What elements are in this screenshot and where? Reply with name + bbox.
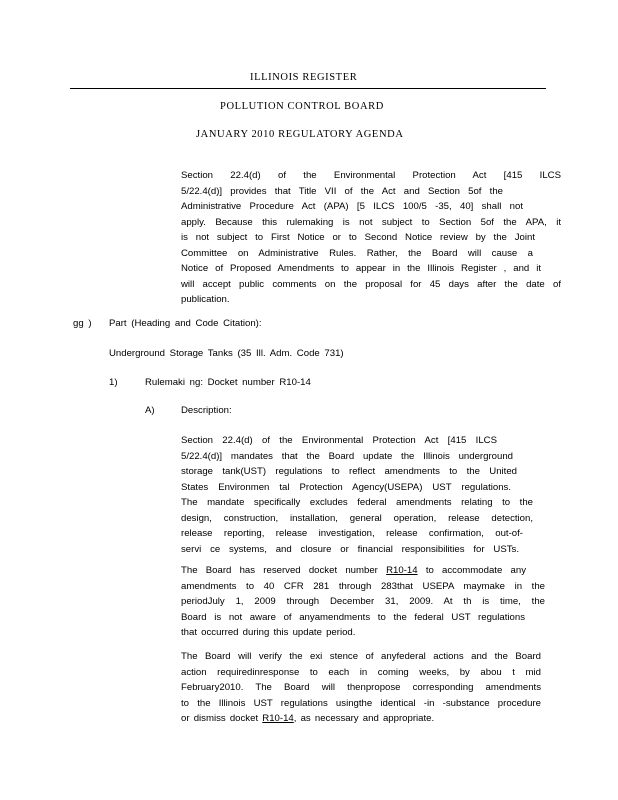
docket-number: R10-14 [386, 565, 418, 576]
rulemaking-number: 1) [109, 377, 118, 388]
part-heading-value: Underground Storage Tanks (35 Ill. Adm. Code 731) [109, 348, 344, 359]
item-marker: gg ) [73, 318, 92, 329]
desc-line: storage tank(UST) regulations to reflect amendments to the United [181, 466, 517, 477]
desc-text: or dismiss docket [181, 713, 259, 724]
desc-line: The mandate specifically excludes federal amendments relating to the [181, 497, 533, 508]
desc-text: , as necessary and appropriate. [293, 713, 435, 724]
description-letter: A) [145, 405, 155, 416]
desc-line: release reporting, release investigation, release confirmation, out-of- [181, 528, 523, 539]
intro-line: apply. Because this rulemaking is not subject to Section 5of the APA, it [181, 216, 561, 228]
desc-line: servi ce systems, and closure or financial responsibilities for USTs. [181, 543, 519, 555]
desc-line: that occurred during this update period. [181, 627, 356, 638]
desc-line: Board is not aware of anyamendments to the federal UST regulations [181, 611, 525, 623]
desc-line: amendments to 40 CFR 281 through 283that USEPA maymake in the [181, 580, 545, 592]
desc-line: February2010. The Board will thenpropose corresponding amendments [181, 682, 541, 693]
description-paragraph-3 [181, 649, 541, 727]
intro-line: Committee on Administrative Rules. Rather, the Board will cause a [181, 247, 533, 259]
intro-line: 5/22.4(d)] provides that Title VII of the Act and Section 5of the [181, 185, 503, 197]
header-board: POLLUTION CONTROL BOARD [220, 101, 384, 112]
desc-line: States Environmen tal Protection Agency(USEPA) UST regulations. [181, 481, 511, 493]
description-paragraph-1 [181, 433, 533, 557]
description-paragraph-2 [181, 563, 545, 641]
intro-paragraph [181, 168, 561, 308]
desc-line: action requiredinresponse to each in coming weeks, by abou t mid [181, 666, 541, 678]
desc-line: Section 22.4(d) of the Environmental Protection Act [415 ILCS [181, 435, 497, 446]
desc-line: The Board will verify the exi stence of anyfederal actions and the Board [181, 651, 541, 662]
intro-line: Notice of Proposed Amendments to appear in the Illinois Register , and it [181, 263, 541, 274]
desc-text: to accommodate any [425, 565, 526, 576]
intro-line: publication. [181, 294, 230, 305]
intro-line: Administrative Procedure Act (APA) [5 ILCS 100/5 -35, 40] shall not [181, 201, 523, 212]
desc-line: to the Illinois UST regulations usingthe identical -in -substance procedure [181, 697, 541, 709]
header-agenda: JANUARY 2010 REGULATORY AGENDA [196, 129, 404, 140]
header-rule [70, 88, 546, 89]
desc-line [181, 711, 541, 727]
description-label: Description: [181, 405, 232, 416]
docket-number: R10-14 [262, 713, 294, 724]
intro-line: will accept public comments on the proposal for 45 days after the date of [181, 278, 561, 290]
desc-line: periodJuly 1, 2009 through December 31, 2009. At th is time, the [181, 596, 545, 607]
desc-line: 5/22.4(d)] mandates that the Board update the Illinois underground [181, 450, 513, 462]
part-heading-label: Part (Heading and Code Citation): [109, 318, 262, 329]
desc-text: The Board has reserved docket number [181, 565, 378, 576]
header-register: ILLINOIS REGISTER [250, 72, 358, 83]
intro-line: is not subject to First Notice or to Second Notice review by the Joint [181, 232, 535, 243]
desc-line: design, construction, installation, general operation, release detection, [181, 512, 533, 524]
desc-line [181, 563, 526, 579]
intro-line: Section 22.4(d) of the Environmental Protection Act [415 ILCS [181, 170, 561, 181]
rulemaking-docket: Rulemaki ng: Docket number R10-14 [145, 377, 311, 388]
